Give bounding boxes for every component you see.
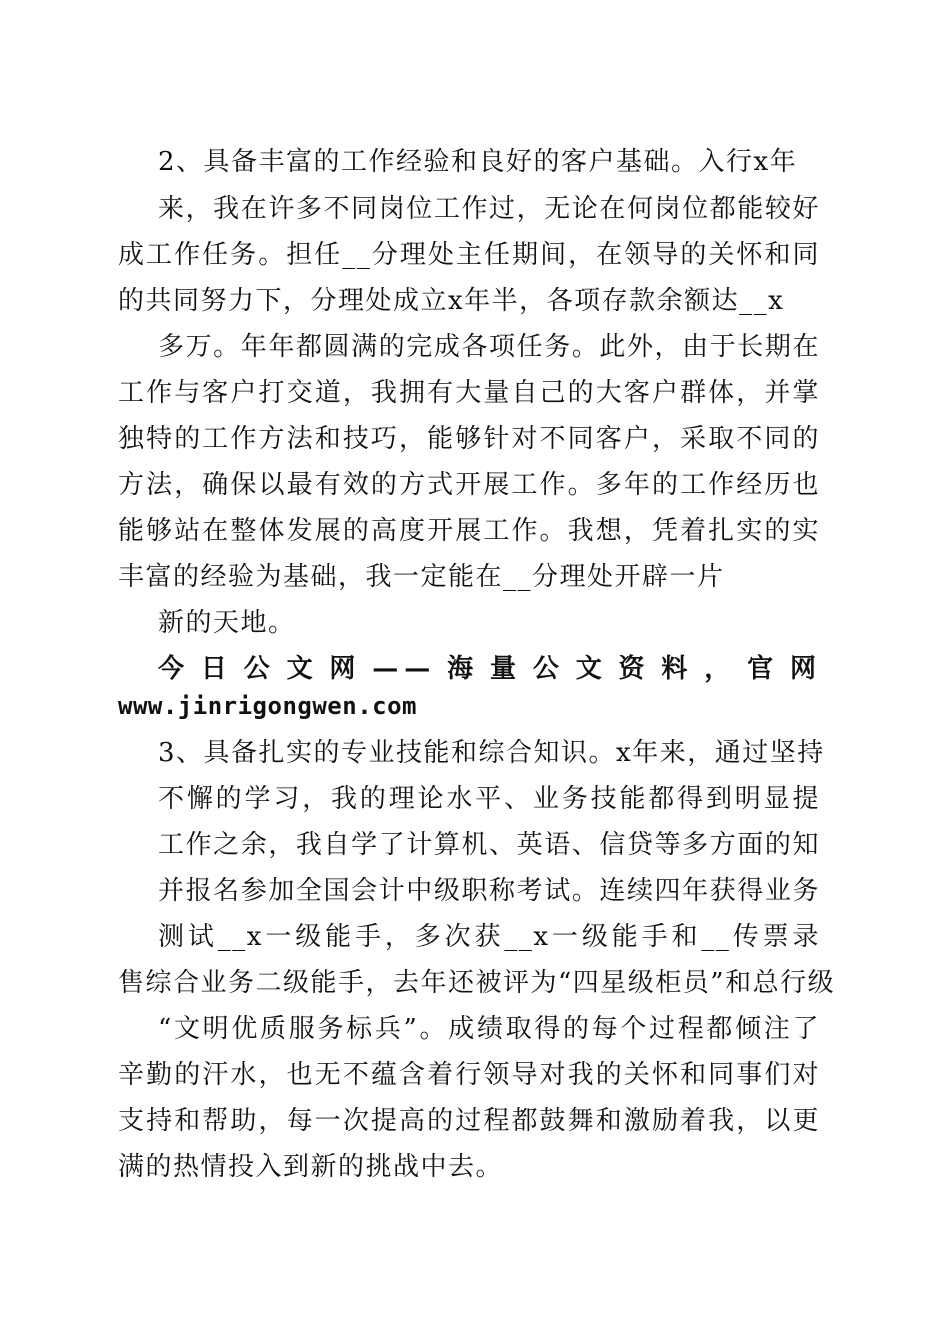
paragraph-2-line-4: 的共同努力下，分理处成立x年半，各项存款余额达__x [118, 286, 785, 316]
paragraph-2-line-6: 工作与客户打交道，我拥有大量自己的大客户群体，并掌 [118, 378, 820, 408]
paragraph-2-line-11: 新的天地。 [158, 608, 296, 638]
ad-banner-text: 今日公文网——海量公文资料，官网 [158, 654, 822, 684]
paragraph-2-line-8: 方法，确保以最有效的方式开展工作。多年的工作经历也 [118, 470, 820, 500]
paragraph-3-line-1: 3、具备扎实的专业技能和综合知识。x年来，通过坚持 [158, 738, 825, 768]
paragraph-2-line-3: 成工作任务。担任__分理处主任期间，在领导的关怀和同 [118, 240, 820, 270]
paragraph-2-line-2: 来，我在许多不同岗位工作过，无论在何岗位都能较好 [158, 194, 820, 224]
paragraph-3-line-10: 满的热情投入到新的挑战中去。 [118, 1152, 504, 1182]
paragraph-2-line-5: 多万。年年都圆满的完成各项任务。此外，由于长期在 [158, 332, 820, 362]
paragraph-3-line-9: 支持和帮助，每一次提高的过程都鼓舞和激励着我，以更 [118, 1106, 820, 1136]
paragraph-2-line-9: 能够站在整体发展的高度开展工作。我想，凭着扎实的实 [118, 516, 820, 546]
paragraph-3-line-8: 辛勤的汗水，也无不蕴含着行领导对我的关怀和同事们对 [118, 1060, 820, 1090]
paragraph-3-line-3: 工作之余，我自学了计算机、英语、信贷等多方面的知 [158, 830, 820, 860]
paragraph-3-line-2: 不懈的学习，我的理论水平、业务技能都得到明显提 [158, 784, 820, 814]
paragraph-3-line-6: 售综合业务二级能手，去年还被评为“四星级柜员”和总行级 [118, 968, 836, 998]
ad-website-link[interactable]: www.jinrigongwen.com [118, 692, 417, 720]
paragraph-2-line-7: 独特的工作方法和技巧，能够针对不同客户，采取不同的 [118, 424, 820, 454]
paragraph-2-line-1: 2、具备丰富的工作经验和良好的客户基础。入行x年 [158, 147, 798, 177]
paragraph-3-line-4: 并报名参加全国会计中级职称考试。连续四年获得业务 [158, 876, 820, 906]
paragraph-2-line-10: 丰富的经验为基础，我一定能在__分理处开辟一片 [118, 562, 725, 592]
paragraph-3-line-5: 测试__x一级能手，多次获__x一级能手和__传票录 [158, 922, 820, 952]
paragraph-3-line-7: “文明优质服务标兵”。成绩取得的每个过程都倾注了 [158, 1014, 820, 1044]
